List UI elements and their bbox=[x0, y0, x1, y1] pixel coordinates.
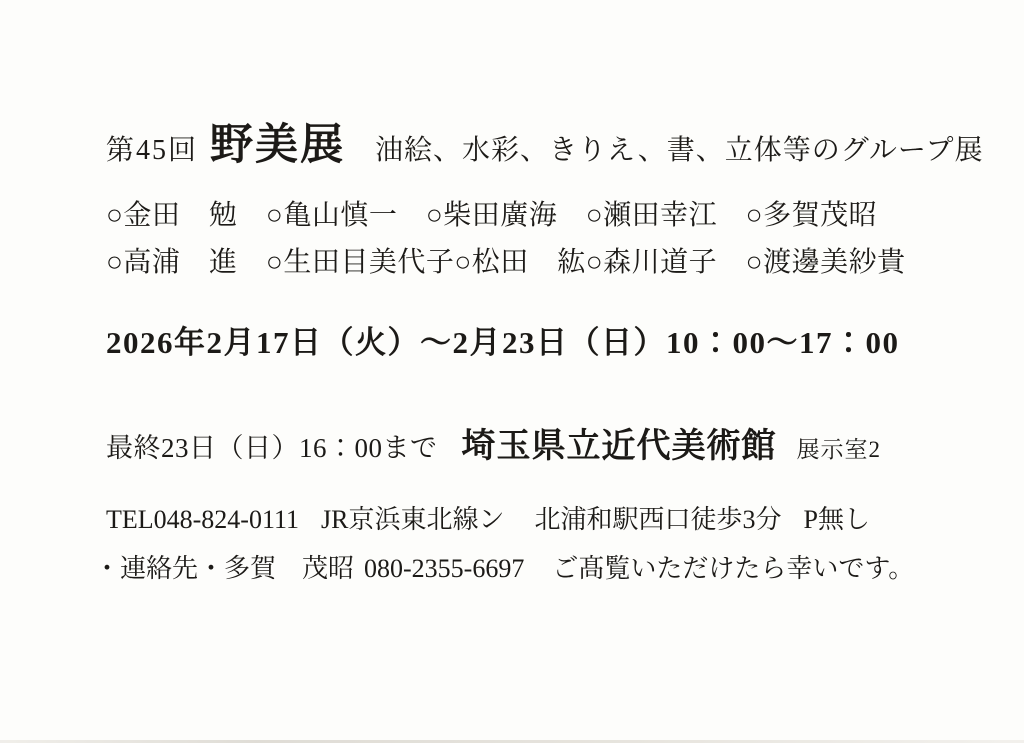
exhibition-title-line bbox=[106, 124, 983, 167]
exhibition-name: 野美展 bbox=[210, 122, 346, 169]
edition-label: 第45回 bbox=[106, 135, 199, 166]
room-label: 展示室2 bbox=[796, 437, 881, 462]
contact-label: ・連絡先・多賀 茂昭 bbox=[94, 554, 355, 583]
venue-line bbox=[106, 430, 881, 464]
train-line: JR京浜東北線ン bbox=[321, 505, 505, 534]
members-row-1: ○金田 勉 ○亀山慎一 ○柴田廣海 ○瀬田幸江 ○多賀茂昭 bbox=[106, 200, 878, 231]
closing-message: ご髙覧いただけたら幸いです。 bbox=[552, 554, 915, 583]
contact-line bbox=[94, 556, 914, 582]
exhibition-dates: 2026年2月17日（火）～2月23日（日）10：00～17：00 bbox=[106, 325, 900, 360]
tel-number: TEL048-824-0111 bbox=[106, 505, 300, 534]
parking-note: P無し bbox=[803, 505, 870, 534]
walk-directions: 北浦和駅西口徒歩3分 bbox=[534, 505, 782, 534]
last-day-note: 最終23日（日）16：00まで bbox=[106, 433, 438, 463]
contact-phone: 080-2355-6697 bbox=[364, 554, 525, 583]
access-line bbox=[106, 507, 870, 533]
members-row-2: ○高浦 進 ○生田目美代子○松田 紘○森川道子 ○渡邊美紗貴 bbox=[106, 247, 906, 278]
exhibition-subtitle: 油絵、水彩、きりえ、書、立体等のグループ展 bbox=[375, 135, 984, 166]
venue-name: 埼玉県立近代美術館 bbox=[461, 428, 777, 465]
